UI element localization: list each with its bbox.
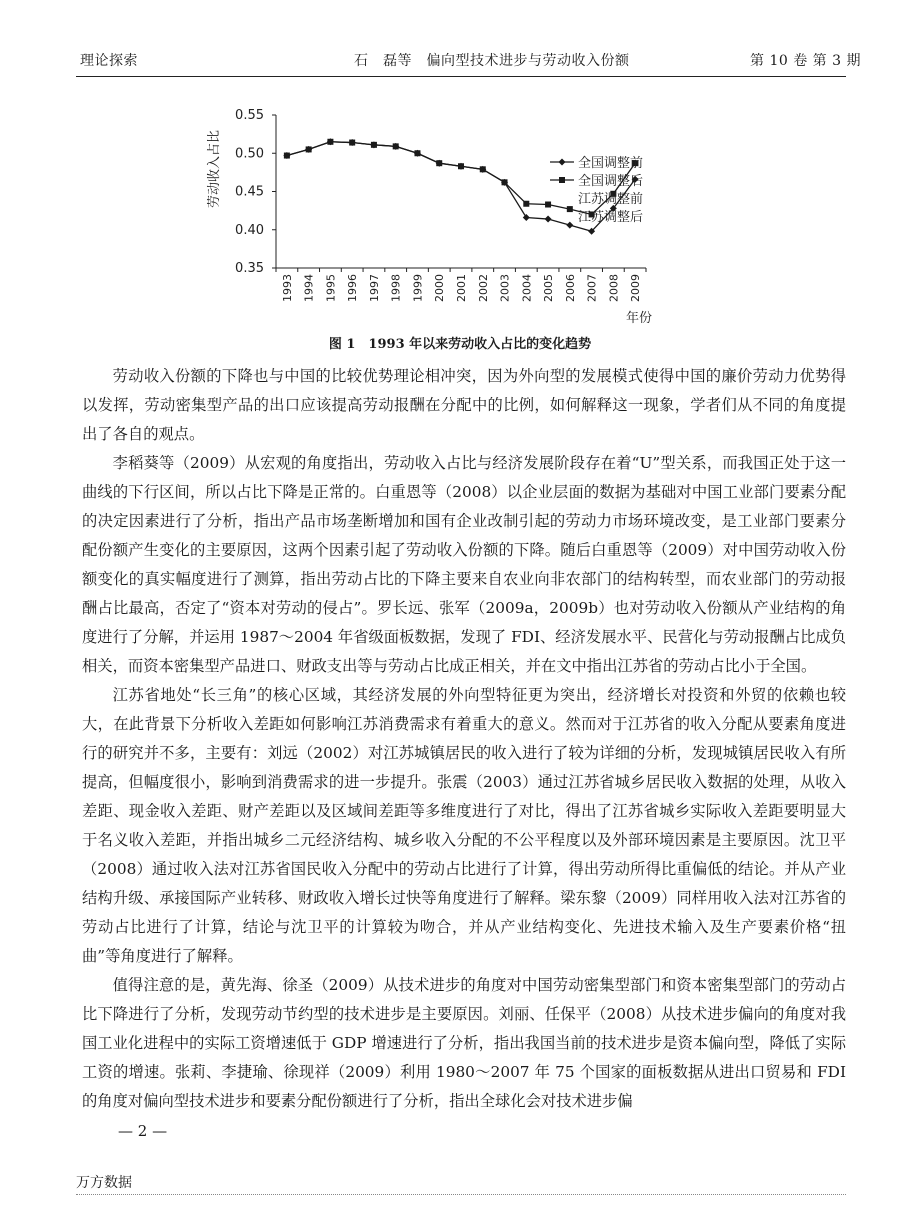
x-tick-label: 2005 bbox=[542, 274, 556, 302]
running-title: 石 磊等 偏向型技术进步与劳动收入份额 bbox=[354, 53, 630, 69]
x-tick-label: 2007 bbox=[585, 274, 599, 302]
data-point-square bbox=[436, 160, 442, 166]
figure-1-chart bbox=[200, 96, 660, 331]
data-point-square bbox=[567, 206, 573, 212]
paragraph-2: 李稻葵等（2009）从宏观的角度指出，劳动收入占比与经济发展阶段存在着“U”型关系，而我国正处于这一曲线的下行区间，所以占比下降是正常的。白重恩等（2008）以企业层面的数据为基础对中国工业部门要素分配的决定因素进行了分析，指出产品市场垄断增加和国有企业改制引起的劳动力市场环境改变，是工业部门要素分配份额产生变化的主要原因，这两个因素引起了劳动收入份额的下降。随后白重恩等（2009）对中国劳动收入份额变化的真实幅度进行了测算，指出劳动占比的下降主要来自农业向非农部门的结构转型，而农业部门的劳动报酬占比最高，否定了“资本对劳动的侵占”。罗长远、张军（2009a，2009b）也对劳动收入份额从产业结构的角度进行了分解，并运用 1987～2004 年省级面板数据，发现了 FDI、经济发展水平、民营化与劳动报酬占比成负相关，而资本密集型产品进口、财政支出等与劳动占比成正相关，并在文中指出江苏省的劳动占比小于全国。 bbox=[82, 454, 846, 675]
legend-label: 全国调整前 bbox=[578, 156, 644, 171]
issue-info: 第 10 卷 第 3 期 bbox=[750, 53, 861, 69]
x-tick-label: 1999 bbox=[411, 274, 425, 302]
data-point-square bbox=[327, 139, 333, 145]
x-tick-label: 1993 bbox=[280, 274, 294, 302]
x-tick-label: 1998 bbox=[389, 274, 403, 302]
y-axis-label: 劳动收入占比 bbox=[207, 129, 222, 209]
data-point-square bbox=[523, 201, 529, 207]
legend-label: 江苏调整后 bbox=[578, 210, 644, 225]
journal-name: 理论探索 bbox=[80, 53, 138, 69]
data-point-square bbox=[371, 142, 377, 148]
y-tick-labels bbox=[235, 108, 264, 276]
x-axis-label: 年份 bbox=[626, 311, 653, 326]
x-tick-label: 2009 bbox=[629, 274, 643, 302]
legend-marker-diamond bbox=[559, 159, 566, 166]
source-watermark: 万方数据 bbox=[76, 1175, 132, 1191]
footer-rule bbox=[76, 1194, 846, 1195]
x-tick-label: 1996 bbox=[346, 274, 360, 302]
x-tick-label: 2000 bbox=[433, 274, 447, 302]
y-tick-label: 0.50 bbox=[235, 146, 264, 162]
data-point-diamond bbox=[523, 214, 530, 221]
y-tick-label: 0.45 bbox=[235, 184, 264, 200]
y-tick-label: 0.55 bbox=[235, 108, 264, 123]
paragraph-4: 值得注意的是，黄先海、徐圣（2009）从技术进步的角度对中国劳动密集型部门和资本密集型部门的劳动占比下降进行了分析，发现劳动节约型的技术进步是主要原因。刘丽、任保平（2008）从技术进步偏向的角度对我国工业化进程中的实际工资增速低于 GDP 增速进行了分析，指出我国当前的技术进步是资本偏向型，降低了实际工资的增速。张莉、李捷瑜、徐现祥（2009）利用 1980～2007 年 75 个国家的面板数据从进出口贸易和 FDI 的角度对偏向型技术进步和要素分配份额进行了分析，指出全球化会对技术进步偏 bbox=[82, 976, 846, 1110]
data-point-square bbox=[284, 153, 290, 159]
x-tick-label: 2003 bbox=[498, 274, 512, 302]
data-point-square bbox=[480, 166, 486, 172]
y-tick-label: 0.35 bbox=[235, 261, 264, 276]
data-point-square bbox=[349, 140, 355, 146]
header-rule bbox=[76, 76, 846, 77]
data-point-square bbox=[458, 163, 464, 169]
legend-marker-square bbox=[559, 177, 565, 183]
legend-label: 江苏调整前 bbox=[578, 192, 644, 207]
data-point-square bbox=[414, 150, 420, 156]
x-tick-label: 2004 bbox=[520, 274, 534, 302]
chart-legend bbox=[550, 155, 643, 225]
x-tick-label: 2002 bbox=[476, 274, 490, 302]
figure-caption: 图 1 1993 年以来劳动收入占比的变化趋势 bbox=[328, 337, 592, 352]
legend-label: 全国调整后 bbox=[578, 174, 644, 189]
data-point-square bbox=[393, 143, 399, 149]
paragraph-1: 劳动收入份额的下降也与中国的比较优势理论相冲突，因为外向型的发展模式使得中国的廉价劳动力优势得以发挥，劳动密集型产品的出口应该提高劳动报酬在分配中的比例，如何解释这一现象，学者们从不同的角度提出了各自的观点。 bbox=[82, 367, 846, 443]
data-point-diamond bbox=[566, 222, 573, 229]
x-tick-labels bbox=[281, 274, 642, 302]
x-tick-label: 1997 bbox=[367, 274, 381, 302]
y-tick-label: 0.40 bbox=[235, 222, 264, 238]
x-tick-label: 2008 bbox=[607, 274, 621, 302]
x-tick-label: 1995 bbox=[324, 274, 338, 302]
page-number: — 2 — bbox=[118, 1122, 168, 1140]
data-point-square bbox=[306, 146, 312, 152]
body-text bbox=[82, 362, 846, 1116]
data-point-diamond bbox=[545, 216, 552, 223]
data-point-square bbox=[545, 202, 551, 208]
x-tick-label: 2001 bbox=[455, 274, 468, 302]
x-tick-label: 2006 bbox=[563, 274, 577, 302]
x-tick-label: 1994 bbox=[302, 274, 316, 302]
paragraph-3: 江苏省地处“长三角”的核心区域，其经济发展的外向型特征更为突出，经济增长对投资和外贸的依赖也较大，在此背景下分析收入差距如何影响江苏消费需求有着重大的意义。然而对于江苏省的收入分配从要素角度进行的研究并不多，主要有：刘远（2002）对江苏城镇居民的收入进行了较为详细的分析，发现城镇居民收入有所提高，但幅度很小，影响到消费需求的进一步提升。张震（2003）通过江苏省城乡居民收入数据的处理，从收入差距、现金收入差距、财产差距以及区域间差距等多维度进行了对比，得出了江苏省城乡实际收入差距要明显大于名义收入差距，并指出城乡二元经济结构、城乡收入分配的不公平程度以及外部环境因素是主要原因。沈卫平（2008）通过收入法对江苏省国民收入分配中的劳动占比进行了计算，得出劳动所得比重偏低的结论。并从产业结构升级、承接国际产业转移、财政收入增长过快等角度进行了解释。梁东黎（2009）同样用收入法对江苏省的劳动占比进行了计算，结论与沈卫平的计算较为吻合，并从产业结构变化、先进技术输入及生产要素价格“扭曲”等角度进行了解释。 bbox=[82, 686, 846, 965]
data-point-square bbox=[502, 179, 508, 185]
